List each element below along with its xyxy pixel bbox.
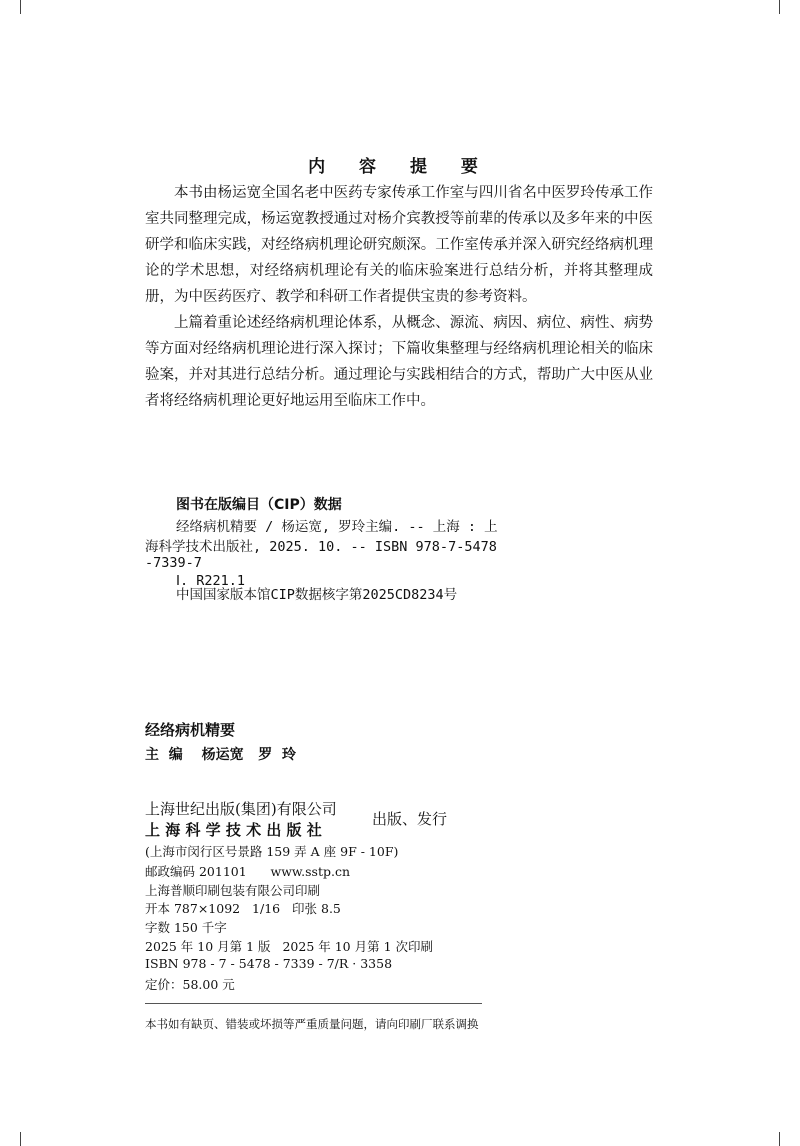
crop-mark-bottom-left <box>20 1132 21 1146</box>
publisher-address: (上海市闵行区号景路 159 弄 A 座 9F - 10F) <box>145 844 399 859</box>
format-info: 开本 787×1092 1/16 印张 8.5 <box>145 901 341 916</box>
crop-mark-top-left <box>20 0 21 14</box>
summary-paragraph-1: 本书由杨运宽全国名老中医药专家传承工作室与四川省名中医罗玲传承工作室共同整理完成，杨运宽教授通过对杨介宾教授等前辈的传承以及多年来的中医研学和临床实践，对经络病机理论研究颇深。工作室传承并深入研究经络病机理论的学术思想，对经络病机理论有关的临床验案进行总结分析，并将其整理成册，为中医药医疗、教学和科研工作者提供宝贵的参考资料。 <box>145 185 653 305</box>
editors-names: 杨运宽 罗 玲 <box>201 747 296 763</box>
price: 定价：58.00 元 <box>145 977 235 992</box>
cip-line-4: Ⅰ. R221.1 <box>176 573 246 589</box>
book-title: 经络病机精要 <box>145 721 236 739</box>
crop-mark-top-right <box>779 0 780 14</box>
publish-role: 出版、发行 <box>372 810 448 828</box>
cip-line-1: 经络病机精要 / 杨运宽, 罗玲主编. -- 上海 : 上 <box>176 519 498 535</box>
postcode-website: 邮政编码 201101 www.sstp.cn <box>145 864 350 879</box>
cip-heading: 图书在版编目（CIP）数据 <box>176 497 342 513</box>
cip-line-2: 海科学技术出版社, 2025. 10. -- ISBN 978-7-5478 <box>145 539 497 555</box>
cip-line-3: -7339-7 <box>145 555 202 571</box>
crop-mark-bottom-right <box>779 1132 780 1146</box>
printer: 上海普顺印刷包装有限公司印刷 <box>145 883 321 898</box>
publisher-name: 上 海 科 学 技 术 出 版 社 <box>145 821 322 839</box>
isbn: ISBN 978 - 7 - 5478 - 7339 - 7/R · 3358 <box>145 956 393 971</box>
summary-paragraph-2: 上篇着重论述经络病机理论体系，从概念、源流、病因、病位、病性、病势等方面对经络病机理论进行深入探讨；下篇收集整理与经络病机理论相关的临床验案，并对其进行总结分析。通过理论与实践相结合的方式，帮助广大中医从业者将经络病机理论更好地运用至临床工作中。 <box>145 315 653 409</box>
editors-label: 主 编 <box>145 747 183 763</box>
publisher-group: 上海世纪出版(集团)有限公司 <box>145 800 337 818</box>
word-count: 字数 150 千字 <box>145 920 227 935</box>
cip-line-5: 中国国家版本馆CIP数据核字第2025CD8234号 <box>176 587 458 603</box>
footer-note: 本书如有缺页、错装或坏损等严重质量问题，请向印刷厂联系调换 <box>145 1017 479 1031</box>
edition-info: 2025 年 10 月第 1 版 2025 年 10 月第 1 次印刷 <box>145 939 433 954</box>
summary-title: 内 容 提 要 <box>308 157 492 177</box>
footer-divider <box>145 1003 482 1004</box>
